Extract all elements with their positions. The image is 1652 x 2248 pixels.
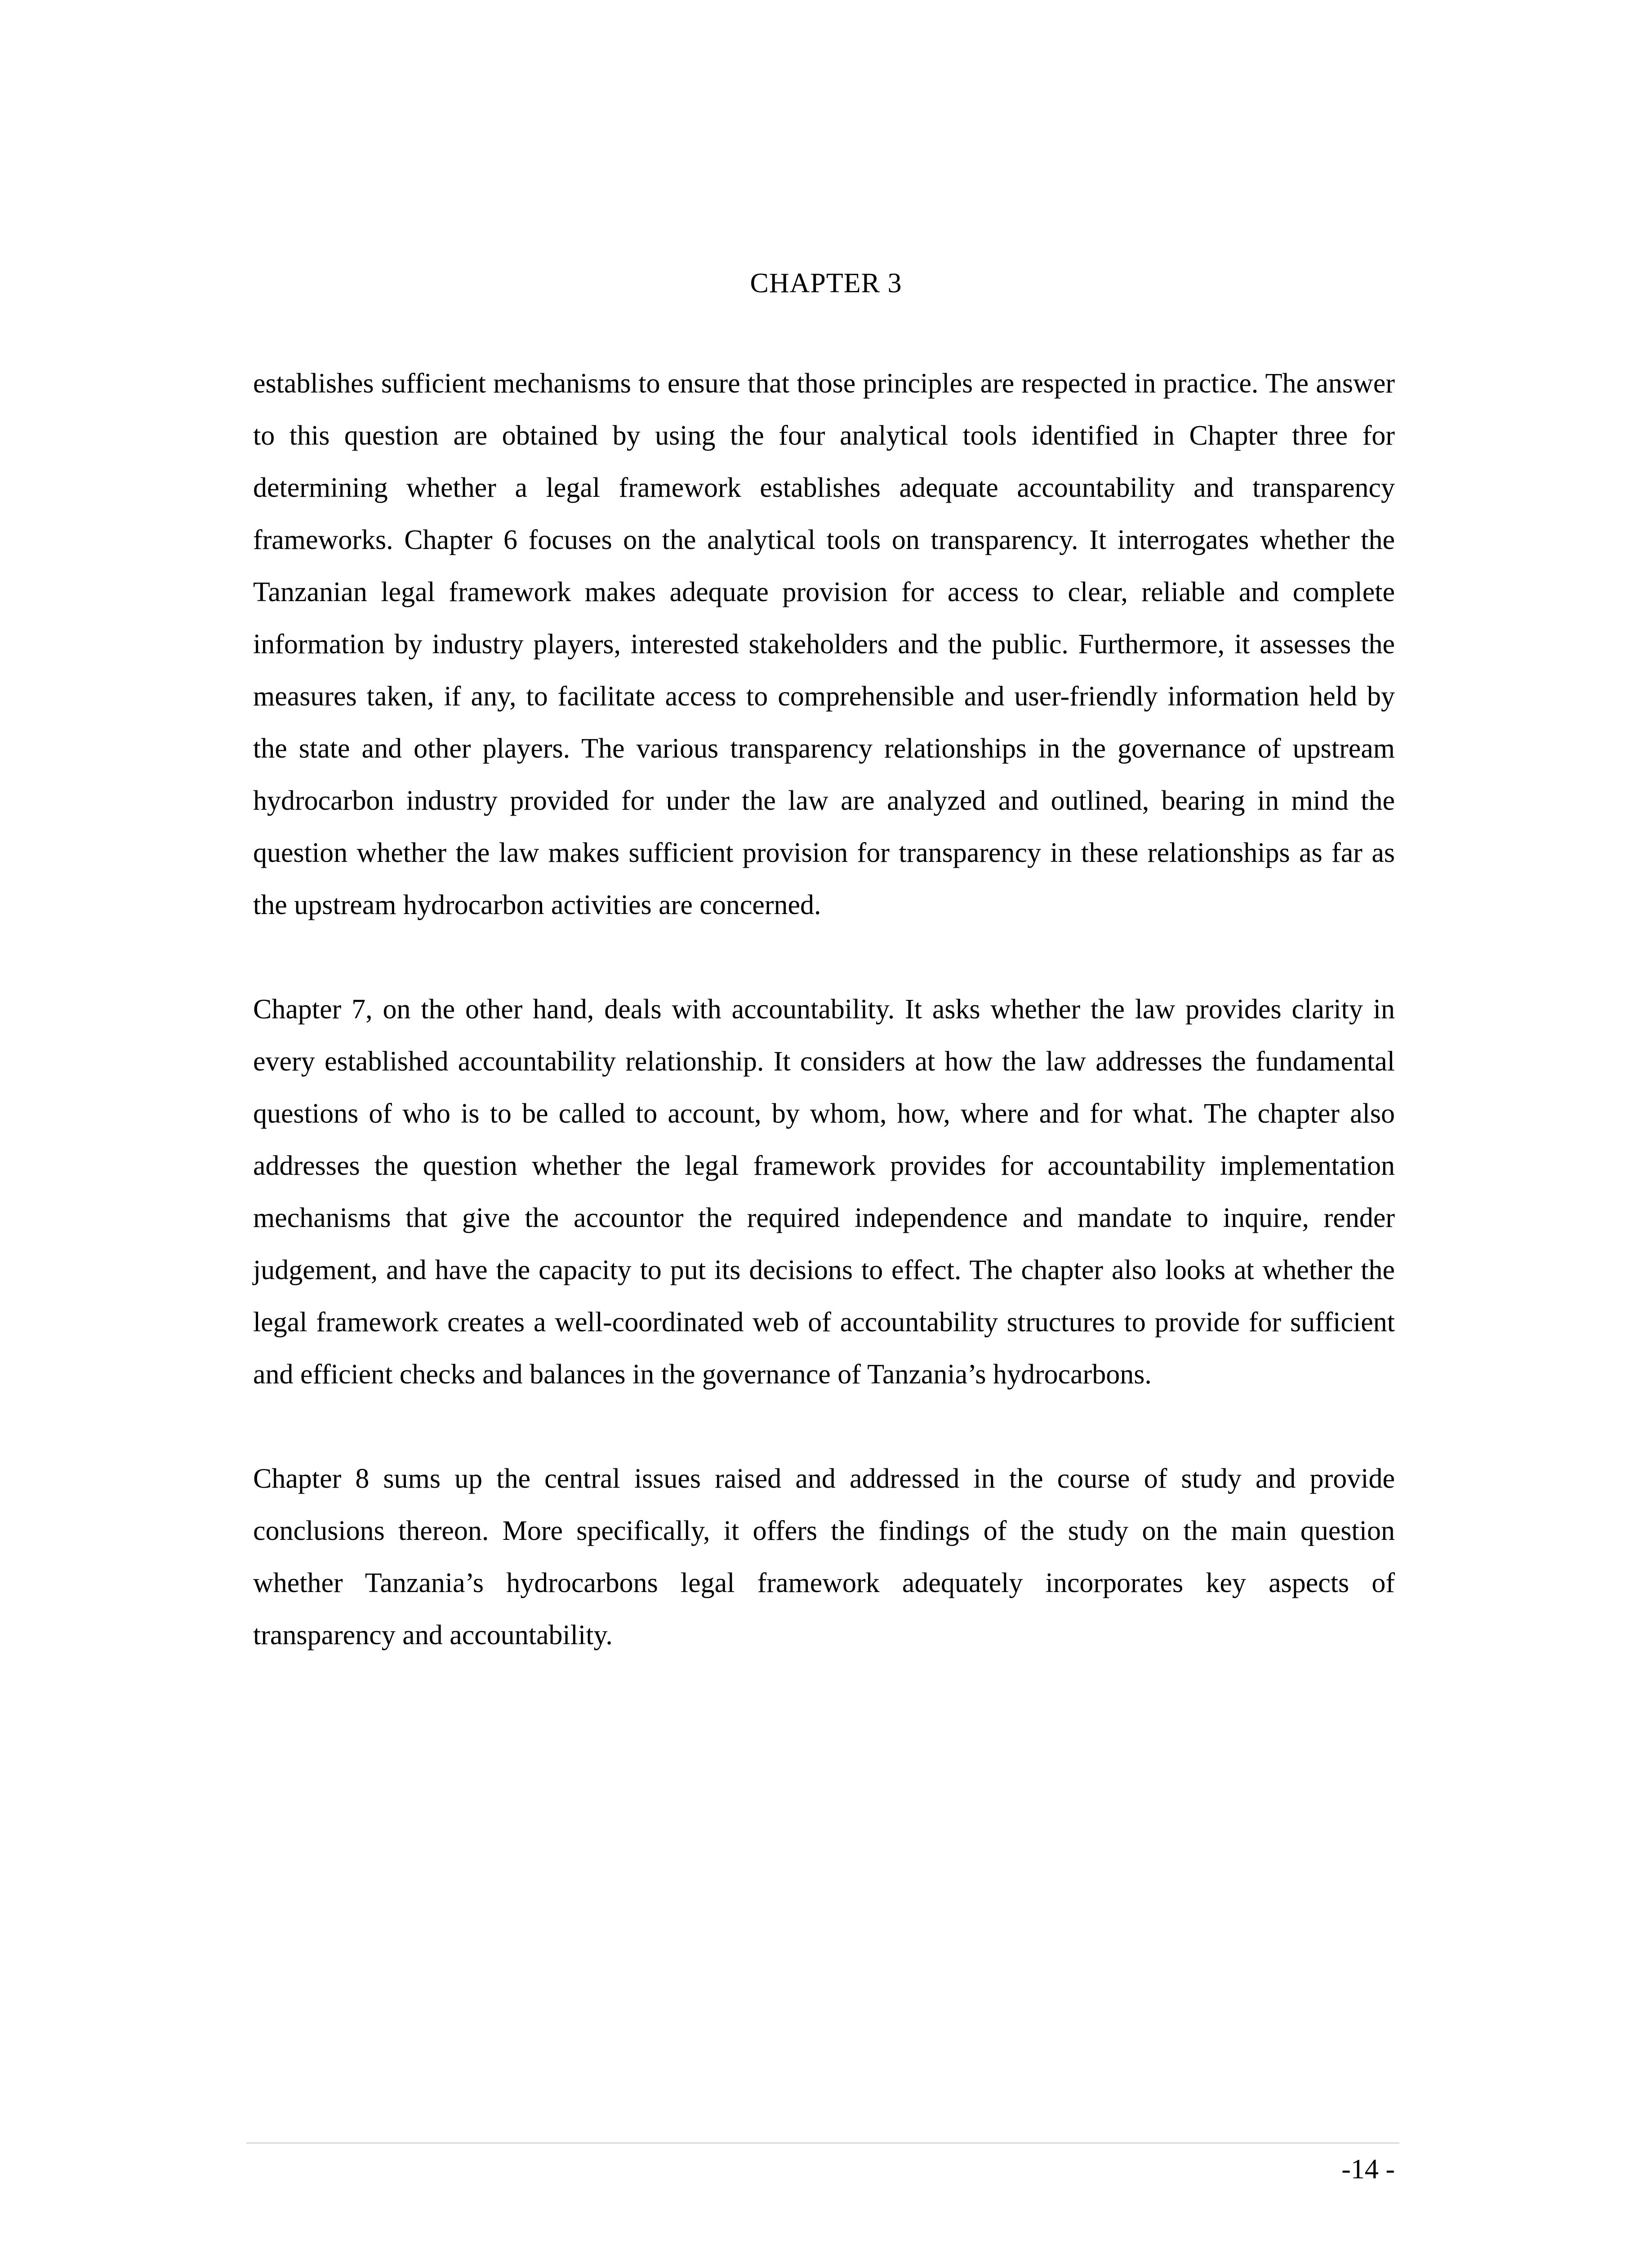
body-text xyxy=(253,357,1395,1661)
paragraph-conclusion-chapter: Chapter 8 sums up the central issues raised and addressed in the course of study and provide conclusions thereon. More specifically, it offers the findings of the study on the main question whether Tanzania’s hydrocarbons legal framework adequately incorporates key aspects of transparency and accountability. xyxy=(253,1463,1395,1650)
paragraph-transparency-chapter: establishes sufficient mechanisms to ensure that those principles are respected in practice. The answer to this question are obtained by using the four analytical tools identified in Chapter three for determining whether a legal framework establishes adequate accountability and transparency frameworks. Chapter 6 focuses on the analytical tools on transparency. It interrogates whether the Tanzanian legal framework makes adequate provision for access to clear, reliable and complete information by industry players, interested stakeholders and the public. Furthermore, it assesses the measures taken, if any, to facilitate access to comprehensible and user-friendly information held by the state and other players. The various transparency relationships in the governance of upstream hydrocarbon industry provided for under the law are analyzed and outlined, bearing in mind the question whether the law makes sufficient provision for transparency in these relationships as far as the upstream hydrocarbon activities are concerned. xyxy=(253,368,1395,920)
paragraph-accountability-chapter: Chapter 7, on the other hand, deals with accountability. It asks whether the law provides clarity in every established accountability relationship. It considers at how the law addresses the fundamental questions of who is to be called to account, by whom, how, where and for what. The chapter also addresses the question whether the legal framework provides for accountability implementation mechanisms that give the accountor the required independence and mandate to inquire, render judgement, and have the capacity to put its decisions to effect. The chapter also looks at whether the legal framework creates a well-coordinated web of accountability structures to provide for sufficient and efficient checks and balances in the governance of Tanzania’s hydrocarbons. xyxy=(253,994,1395,1390)
running-header: CHAPTER 3 xyxy=(750,268,902,299)
page-number: -14 - xyxy=(1341,2154,1395,2185)
footer-divider xyxy=(246,2142,1399,2144)
